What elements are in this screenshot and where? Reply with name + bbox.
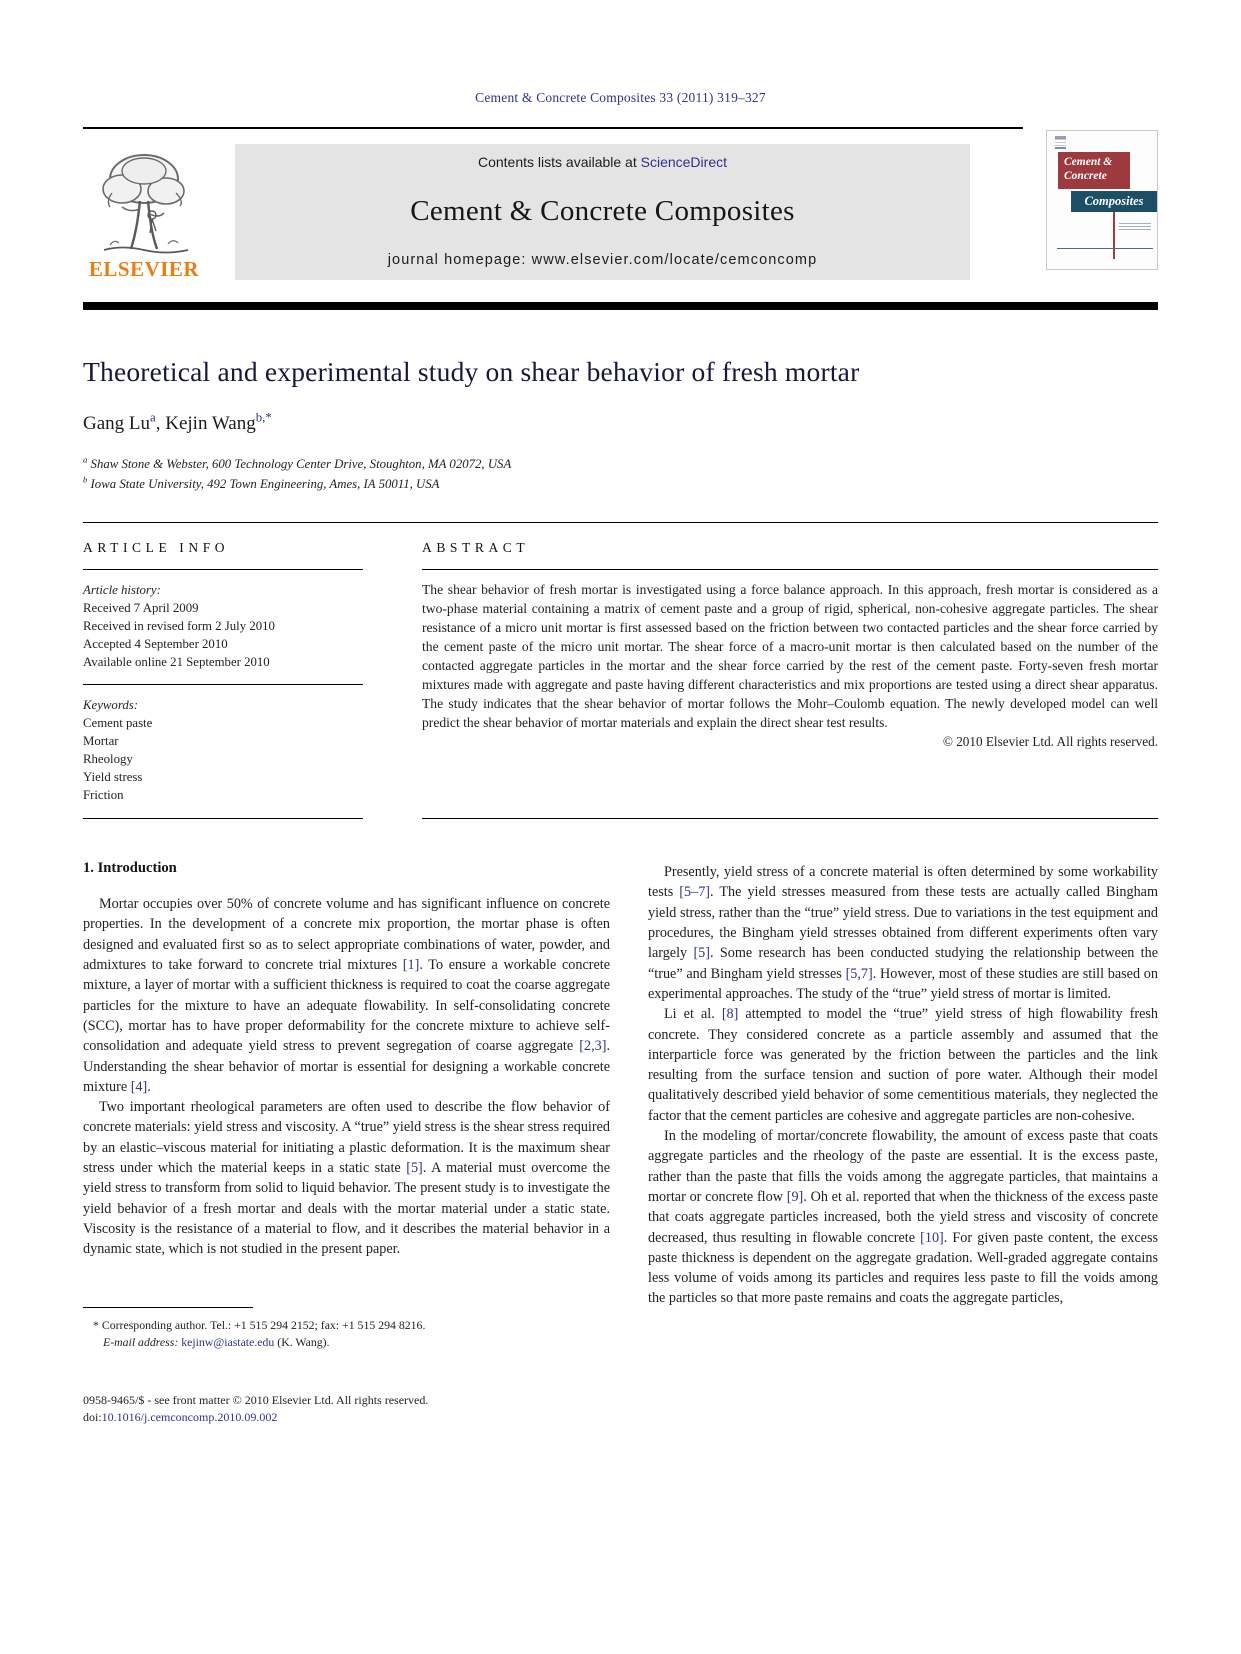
footnote-email-line (83, 1334, 610, 1351)
text-run: . To ensure a workable concrete mixture, a layer of mortar with a sufficient thickness is required to coat the coarse aggregate particles for the mixture to have an adequate flowability. In self-consolidating concrete (SCC), mortar has to have proper deformability for the concrete mixture to achieve self-consolidation and adequate yield stress to prevent segregation of coarse aggregate (83, 957, 611, 1055)
cover-publisher-icon (1055, 136, 1066, 149)
affiliation-b (83, 475, 1158, 495)
corresponding-author-footnote (83, 1307, 610, 1351)
doi-link[interactable]: 10.1016/j.cemconcomp.2010.09.002 (101, 1409, 278, 1424)
journal-banner (235, 144, 970, 280)
running-head: Cement & Concrete Composites 33 (2011) 319–327 (475, 90, 766, 105)
cover-bottom-rule (1057, 248, 1153, 249)
doi-line (83, 1409, 610, 1426)
paragraph (648, 1126, 1158, 1309)
citation-ref[interactable]: [5,7] (845, 965, 873, 982)
citation-ref[interactable]: [5] (693, 945, 710, 962)
text-run: In the modeling of mortar/concrete flowability, the amount of excess paste that coats aggregate particles and the rheology of the paste are essential. It is the excess paste, rather than the paste that fills the voids among the aggregate particles, that maintains a mortar or concrete flow (648, 1128, 1158, 1205)
history-item: Received 7 April 2009 (83, 601, 199, 616)
paragraph (648, 862, 1158, 1004)
authors-line (83, 409, 1158, 435)
citation-ref[interactable]: [1] (402, 957, 420, 974)
publication-info (83, 1392, 610, 1426)
text-run: Gang Lu (83, 413, 151, 434)
paragraph (83, 1097, 610, 1259)
journal-homepage-link[interactable]: journal homepage: www.elsevier.com/locate/cemconcomp (387, 252, 818, 268)
text-run: . (147, 1078, 151, 1095)
cover-title-line: Concrete (1064, 169, 1107, 182)
keyword-item: Mortar (83, 734, 119, 749)
text-run: . For given paste content, the excess paste thickness is dependent on the aggregate gradation. Well-graded aggregate contains less volume of voids among its particles and requires less paste to fill the voids among the particles so that more paste remains and coats the aggregate particles, (648, 1229, 1158, 1307)
text-run: . However, most of these studies are still based on experimental approaches. The study of the “true” yield stress of mortar is limited. (648, 965, 1158, 1002)
journal-title: Cement & Concrete Composites (410, 194, 795, 227)
affiliation-a (83, 455, 1158, 475)
cover-vertical-rule (1113, 212, 1115, 259)
footnote-divider (83, 1307, 253, 1308)
keyword-item: Friction (83, 788, 124, 803)
citation-ref[interactable]: [5–7] (679, 884, 711, 901)
cover-title-block (1058, 152, 1130, 189)
body-left-column (83, 860, 610, 1426)
abstract-copyright: © 2010 Elsevier Ltd. All rights reserved. (942, 734, 1158, 750)
text-run: b (83, 474, 88, 485)
article-info-column (83, 523, 363, 819)
abstract-heading: ABSTRACT (422, 523, 1158, 570)
header-divider (83, 127, 1023, 129)
text-run: . Some research has been conducted studying the relationship between the “true” and Bingham yield stresses (648, 945, 1158, 982)
text-run: . Oh et al. reported that when the thickness of the excess paste that coats aggregate particles increased, both the yield stress and viscosity of concrete decreased, thus resulting in flowable concrete (648, 1188, 1158, 1246)
keyword-item: Yield stress (83, 770, 143, 785)
text-run: , Kejin Wang (155, 413, 256, 434)
text-run: (K. Wang). (274, 1334, 330, 1349)
keywords-label: Keywords: (83, 698, 138, 713)
text-run: Contents lists available at (477, 154, 641, 170)
history-item: Accepted 4 September 2010 (83, 637, 228, 652)
keyword-item: Rheology (83, 752, 133, 767)
text-run: Presently, yield stress of a concrete material is often determined by some workability tests (648, 864, 1158, 901)
article-history-block (83, 570, 363, 671)
footnote-contact-line: * Corresponding author. Tel.: +1 515 294 2152; fax: +1 515 294 8216. (93, 1317, 426, 1332)
history-label: Article history: (83, 583, 161, 598)
text-run: a (83, 454, 88, 465)
paragraph (648, 1004, 1158, 1126)
text-run: E-mail address: (103, 1334, 179, 1349)
citation-ref[interactable]: [2,3] (579, 1038, 607, 1055)
citation-ref[interactable]: [9] (786, 1188, 804, 1205)
contents-lists-line (478, 154, 727, 170)
text-run: attempted to model the “true” yield stress of high flowability fresh concrete. They considered concrete as a particle assembly and assumed that the interparticle force was generated by the friction between the particles and the link resulting from the surface tension and suction of pore water. Although their model qualitatively described yield behavior of some cementitious materials, they neglected the factor that the cement particles are cohesive and aggregate particles are non-cohesive. (648, 1006, 1158, 1124)
text-run: Shaw Stone & Webster, 600 Technology Center Drive, Stoughton, MA 02072, USA (87, 457, 512, 471)
keywords-block (83, 684, 363, 804)
text-run: . A material must overcome the yield stress to transform from solid to liquid behavior. The present study is to investigate the yield behavior of a fresh mortar and deals with the mortar material under a static state. Viscosity is the resistance of a material to flow, and it describes the material behavior in a dynamic state, which is not studied in the present paper. (83, 1160, 611, 1258)
text-run: Two important rheological parameters are often used to describe the flow behavior of concrete materials: yield stress and viscosity. A “true” yield stress is the shear stress required by an elastic–viscous material for initiating a plastic deformation. It is the maximum shear stress under which the material keeps in a static state (83, 1099, 610, 1177)
header-thick-bar (83, 302, 1158, 310)
article-info-heading: ARTICLE INFO (83, 523, 363, 570)
abstract-text: The shear behavior of fresh mortar is investigated using a force balance approach. In this approach, fresh mortar is considered as a two-phase material containing a matrix of cement paste and a group of rigid, spherical, non-cohesive aggregate particles. The shear resistance of a micro unit mortar is first assessed based on the friction between two contacted particles and the shear force carried by the cement paste of the micro unit mortar. The shear force of a macro-unit mortar is then calculated based on the number of the contacted aggregate particles in the mortar and the shear force carried by the rest of the cement paste. Forty-seven fresh mortar mixtures made with aggregate and paste having different characteristics and mix proportions are tested using a direct shear apparatus. The study indicates that the shear behavior of mortar follows the Mohr–Coulomb equation. The newly developed model can well predict the shear behavior of mortar materials and explain the direct shear test results. (422, 582, 1158, 731)
author-affil-sup[interactable]: a (150, 409, 156, 425)
affiliations (83, 455, 1158, 495)
abstract-column (422, 523, 1158, 819)
elsevier-wordmark: ELSEVIER (88, 257, 200, 281)
citation-ref[interactable]: [10] (920, 1229, 944, 1246)
citation-ref[interactable]: [8] (721, 1006, 739, 1023)
text-run: . Understanding the shear behavior of mortar is essential for designing a workable concrete mixture (83, 1038, 610, 1095)
text-run: . The yield stresses measured from these tests are actually called Bingham yield stress, rather than the “true” yield stress. Due to variations in the test equipment and procedures, the Bingham yield stresses obtained from different experiments often vary largely (648, 884, 1158, 962)
journal-header (83, 144, 1158, 280)
cover-title-line: Cement & (1064, 156, 1113, 168)
section-heading-introduction: 1. Introduction (83, 860, 177, 877)
info-abstract-section (83, 523, 1158, 819)
email-link[interactable]: kejinw@iastate.edu (181, 1334, 275, 1349)
issn-copyright-line: 0958-9465/$ - see front matter © 2010 Elsevier Ltd. All rights reserved. (83, 1392, 429, 1407)
citation-ref[interactable]: [5] (406, 1160, 423, 1177)
article-title: Theoretical and experimental study on shear behavior of fresh mortar (83, 356, 860, 387)
history-item: Received in revised form 2 July 2010 (83, 619, 275, 634)
article-body (83, 860, 1158, 1426)
text-run: Iowa State University, 492 Town Engineering, Ames, IA 50011, USA (87, 476, 440, 491)
keyword-item: Cement paste (83, 716, 153, 731)
journal-cover-thumbnail (1046, 130, 1158, 270)
citation-ref[interactable]: [4] (130, 1078, 148, 1095)
paragraph (83, 894, 610, 1097)
text-run: doi: (83, 1409, 102, 1424)
cover-subtitle-bar: Composites (1071, 191, 1157, 212)
history-item: Available online 21 September 2010 (83, 655, 270, 670)
text-run: Mortar occupies over 50% of concrete volume and has significant influence on concrete properties. In the development of a concrete mix proportion, the mortar phase is often designed and evaluated first so as to select appropriate combinations of water, powder, and admixtures to take forward to concrete trial mixtures (83, 896, 610, 974)
body-right-column (648, 860, 1158, 1426)
sciencedirect-link[interactable]: ScienceDirect (640, 154, 727, 170)
text-run: Li et al. (664, 1006, 722, 1023)
elsevier-logo (83, 144, 205, 280)
author-affil-sup[interactable]: b,* (255, 409, 272, 425)
cover-sciencedirect-mark (1119, 223, 1151, 231)
elsevier-tree-icon (92, 149, 196, 257)
